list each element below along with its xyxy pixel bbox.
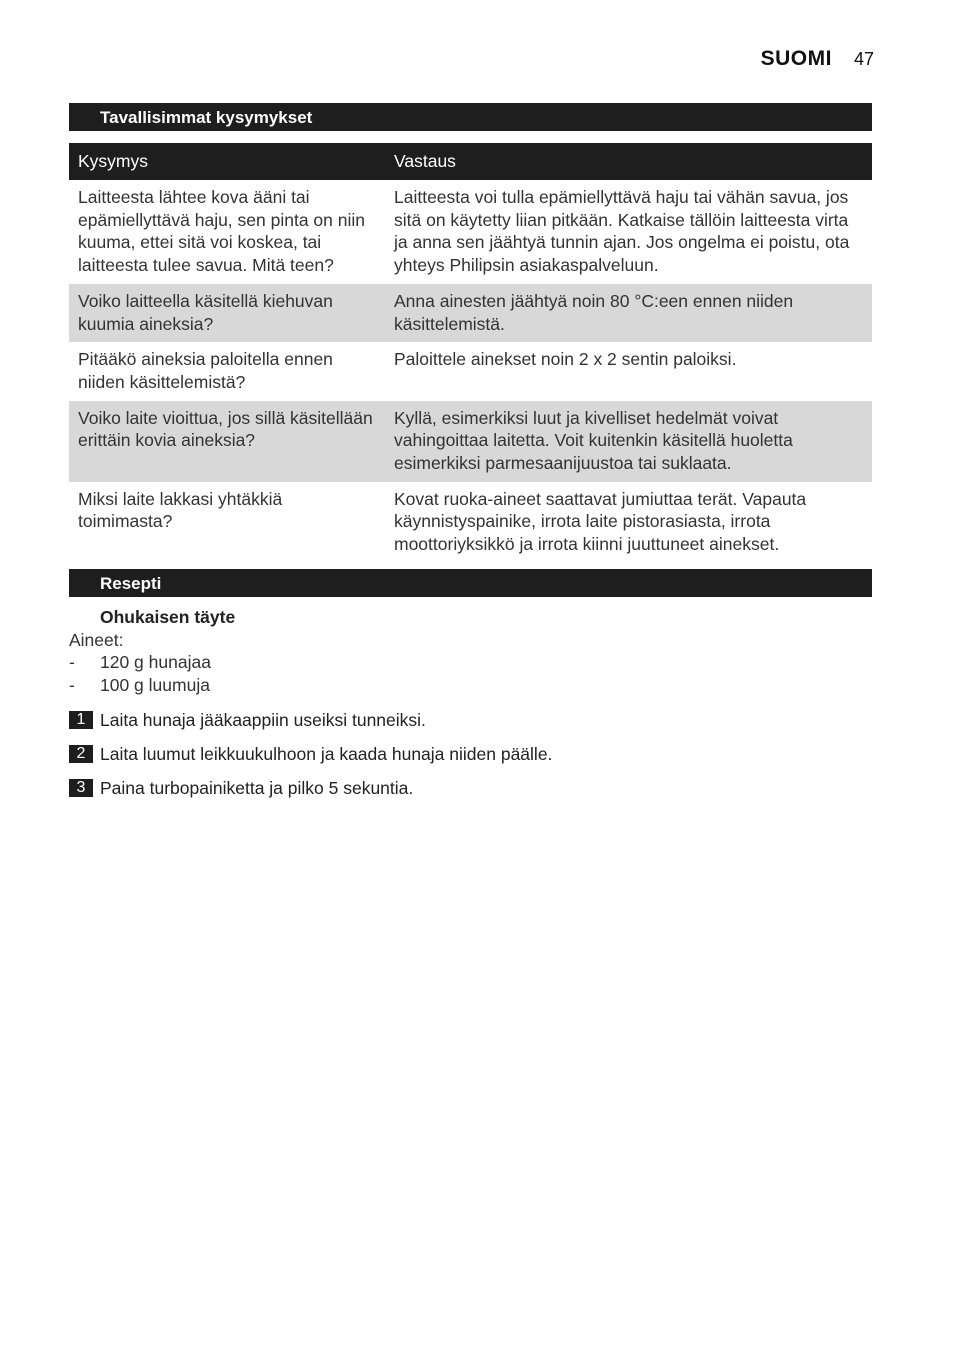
page-header [761, 47, 874, 71]
table-row [69, 401, 872, 482]
faq-header-row [69, 143, 872, 180]
answer-column-header: Vastaus [385, 143, 872, 180]
table-row [69, 180, 872, 284]
list-item [69, 651, 872, 674]
step-number-badge: 2 [69, 745, 93, 763]
question-column-header: Kysymys [69, 143, 385, 180]
faq-question: Laitteesta lähtee kova ääni tai epämiellyttävä haju, sen pinta on niin kuuma, ettei sitä voi koskea, tai laitteesta tulee savua. Mitä teen? [78, 187, 365, 276]
step-item [69, 777, 872, 800]
faq-table [69, 143, 872, 563]
faq-answer: Paloittele ainekset noin 2 x 2 sentin paloiksi. [394, 349, 737, 370]
recipe-section-title: Resepti [69, 569, 872, 597]
table-row [69, 482, 872, 563]
faq-question: Voiko laitteella käsitellä kiehuvan kuumia aineksia? [69, 284, 385, 342]
faq-answer: Kovat ruoka-aineet saattavat jumiuttaa terät. Vapauta käynnistyspainike, irrota laite pistorasiasta, irrota moottoriyksikkö ja irrota kiinni juuttuneet ainekset. [394, 488, 807, 555]
step-item [69, 709, 872, 732]
ingredient-text: 120 g hunajaa [100, 652, 211, 673]
dish-title: Ohukaisen täyte [100, 607, 236, 627]
table-row [69, 342, 872, 400]
step-item [69, 743, 872, 766]
ingredients-label: Aineet: [69, 629, 124, 650]
step-list [69, 709, 872, 800]
step-text: Laita luumut leikkuukulhoon ja kaada hunaja niiden päälle. [100, 743, 553, 764]
faq-answer: Anna ainesten jäähtyä noin 80 °C:een ennen niiden käsittelemistä. [385, 284, 872, 342]
language-label: SUOMI [760, 47, 832, 70]
page-number: 47 [853, 49, 874, 69]
faq-answer: Kyllä, esimerkiksi luut ja kivelliset hedelmät voivat vahingoittaa laitetta. Voit kuitenkin käsitellä huoletta esimerkiksi parmesaanijuustoa tai suklaata. [385, 401, 872, 482]
ingredient-list [69, 651, 872, 696]
recipe-section [69, 606, 872, 811]
list-dash: - [69, 675, 75, 696]
step-text: Paina turbopainiketta ja pilko 5 sekuntia. [100, 777, 414, 798]
step-number-badge: 3 [69, 779, 93, 797]
list-dash: - [69, 652, 75, 673]
step-number-badge: 1 [69, 711, 93, 729]
faq-answer: Laitteesta voi tulla epämiellyttävä haju tai vähän savua, jos sitä on käytetty liian pitkään. Katkaise tällöin laitteesta virta ja anna sen jäähtyä tunnin ajan. Jos ongelma ei poistu, ota yhteys Philipsin asiakaspalveluun. [394, 187, 850, 276]
faq-question: Miksi laite lakkasi yhtäkkiä toimimasta? [78, 488, 283, 532]
faq-question: Pitääkö aineksia paloitella ennen niiden käsittelemistä? [78, 349, 333, 392]
faq-section-title: Tavallisimmat kysymykset [69, 103, 872, 131]
faq-question: Voiko laite vioittua, jos sillä käsitellään erittäin kovia aineksia? [69, 401, 385, 482]
list-item [69, 674, 872, 697]
ingredient-text: 100 g luumuja [100, 675, 210, 696]
table-row [69, 284, 872, 342]
step-text: Laita hunaja jääkaappiin useiksi tunneiksi. [100, 709, 426, 730]
